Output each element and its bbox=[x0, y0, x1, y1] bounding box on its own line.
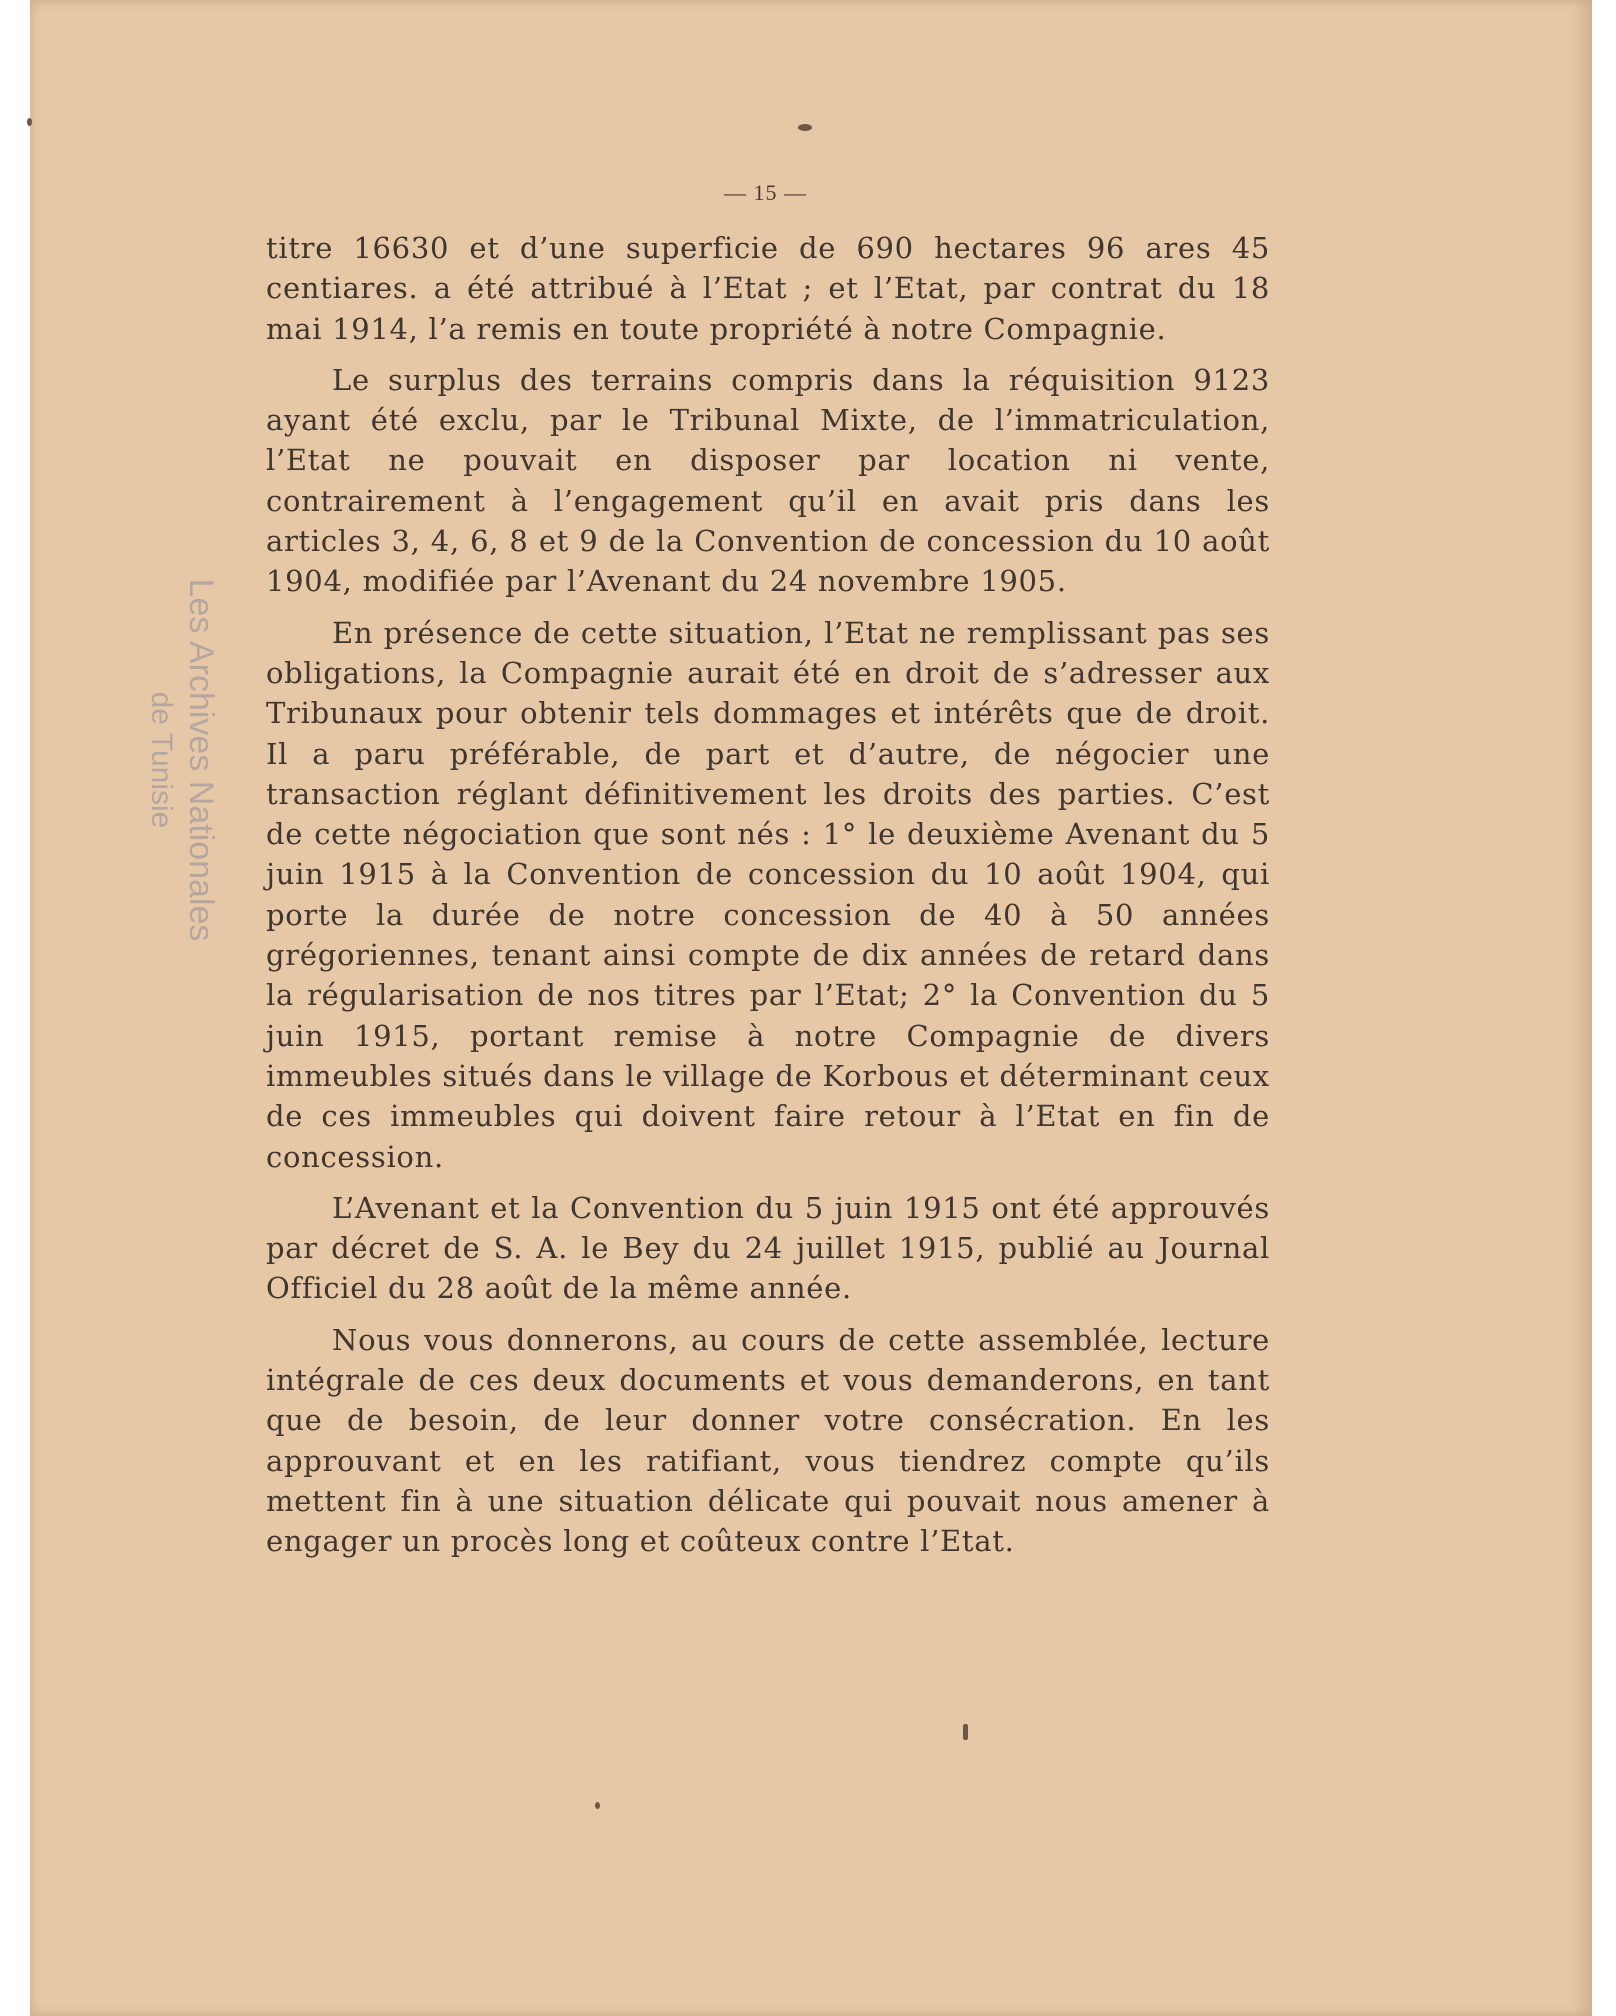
paper-speck bbox=[963, 1724, 968, 1740]
paragraph-5: Nous vous donnerons, au cours de cette assemblée, lecture intégrale de ces deux documents et vous demanderons, en tant que de besoin, de leur donner votre consécration. En les approuvant et en les ratifiant, vous tiendrez compte qu’ils mettent fin à une situation délicate qui pouvait nous amener à engager un procès long et coûteux contre l’Etat. bbox=[266, 1322, 1270, 1559]
stamp-line-1: Les Archives Nationales bbox=[182, 578, 220, 942]
paragraph-4: L’Avenant et la Convention du 5 juin 1915 ont été approuvés par décret de S. A. le Bey du 24 juillet 1915, publié au Journal Officiel du 28 août de la même année. bbox=[266, 1190, 1270, 1306]
paper-speck bbox=[595, 1802, 600, 1809]
paragraph-3: En présence de cette situation, l’Etat ne remplissant pas ses obligations, la Compagnie aurait été en droit de s’adresser aux Tribunaux pour obtenir tels dommages et intérêts que de droit. Il a paru préférable, de part et d’autre, de négocier une transaction réglant définitivement les droits des parties. C’est de cette négociation que sont nés : 1° le deuxième Avenant du 5 juin 1915 à la Convention de concession du 10 août 1904, qui porte la durée de notre concession de 40 à 50 années grégoriennes, tenant ainsi compte de dix années de retard dans la régularisation de nos titres par l’Etat; 2° la Convention du 5 juin 1915, portant remise à notre Compagnie de divers immeubles situés dans le village de Korbous et déterminant ceux de ces immeubles qui doivent faire retour à l’Etat en fin de concession. bbox=[266, 615, 1270, 1174]
body-text bbox=[266, 228, 1270, 1573]
archive-stamp bbox=[142, 530, 222, 990]
document-page bbox=[30, 0, 1592, 2016]
paragraph-1: titre 16630 et d’une superficie de 690 hectares 96 ares 45 centiares. a été attribué à l’Etat ; et l’Etat, par contrat du 18 mai 1914, l’a remis en toute propriété à notre Compagnie. bbox=[266, 231, 1270, 346]
page-number: — 15 — bbox=[724, 180, 807, 205]
paragraph-2: Le surplus des terrains compris dans la réquisition 9123 ayant été exclu, par le Tribunal Mixte, de l’immatriculation, l’Etat ne pouvait en disposer par location ni vente, contrairement à l’engagement qu’il en avait pris dans les articles 3, 4, 6, 8 et 9 de la Convention de concession du 10 août 1904, modifiée par l’Avenant du 24 novembre 1905. bbox=[266, 362, 1270, 599]
stamp-line-2: de Tunisie bbox=[145, 691, 178, 829]
paper-speck bbox=[27, 118, 32, 126]
paper-speck bbox=[798, 124, 812, 131]
